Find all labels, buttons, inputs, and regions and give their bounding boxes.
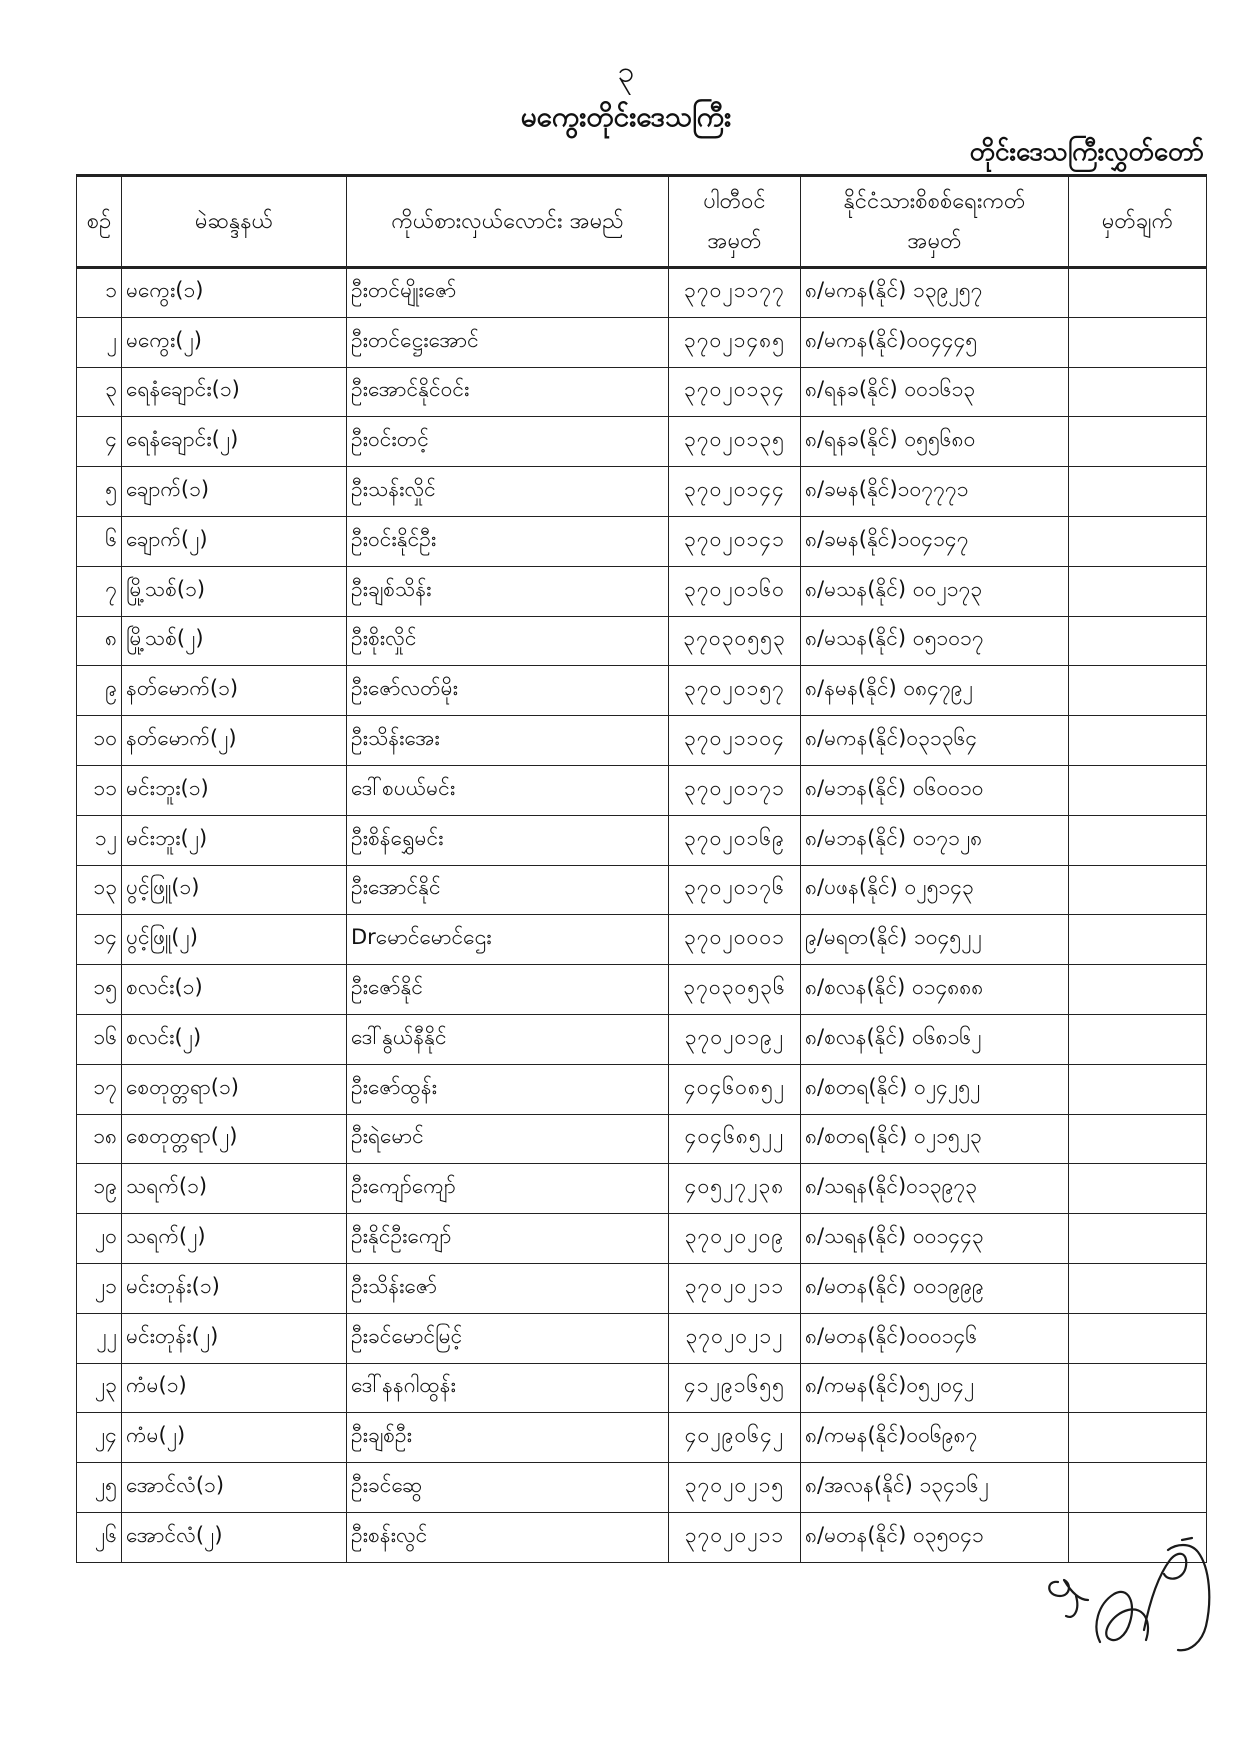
cell-remark [1069, 1014, 1207, 1064]
cell-no: ၁၇ [77, 1064, 122, 1114]
cell-candidate-name: ဦးတင်မျိုးဇော် [347, 268, 669, 318]
cell-candidate-name: ဦးစန်းလွင် [347, 1512, 669, 1562]
cell-nrc-number: ၈/စတရ(နိုင်) ၀၂၄၂၅၂ [801, 1064, 1069, 1114]
cell-nrc-number: ၈/မတန(နိုင်) ၀၀၁၉၉၉ [801, 1263, 1069, 1313]
cell-remark [1069, 566, 1207, 616]
cell-remark [1069, 965, 1207, 1015]
table-row [77, 1313, 1207, 1363]
cell-constituency: သရက်(၁) [122, 1164, 347, 1214]
table-row [77, 467, 1207, 517]
cell-party-member-number: ၄၁၂၉၁၆၅၅ [669, 1363, 801, 1413]
cell-constituency: နတ်မောက်(၂) [122, 716, 347, 766]
cell-no: ၆ [77, 516, 122, 566]
header-no: စဉ် [77, 176, 122, 268]
cell-party-member-number: ၃၇၀၃၀၅၃၆ [669, 965, 801, 1015]
cell-nrc-number: ၈/မဘန(နိုင်) ၀၁၇၁၂၈ [801, 815, 1069, 865]
cell-party-member-number: ၃၇၀၂၀၁၅၇ [669, 666, 801, 716]
cell-no: ၉ [77, 666, 122, 716]
cell-constituency: ချောက်(၂) [122, 516, 347, 566]
cell-candidate-name: ဦးသန်းလှိုင် [347, 467, 669, 517]
cell-party-member-number: ၃၇၀၂၀၁၃၅ [669, 417, 801, 467]
cell-no: ၂၆ [77, 1512, 122, 1562]
cell-constituency: စေတုတ္တရာ(၂) [122, 1114, 347, 1164]
cell-no: ၂၀ [77, 1214, 122, 1264]
table-row [77, 716, 1207, 766]
cell-candidate-name: ဦးဇော်ထွန်း [347, 1064, 669, 1114]
cell-remark [1069, 367, 1207, 417]
cell-nrc-number: ၈/မကန(နိုင်)၀၃၁၃၆၄ [801, 716, 1069, 766]
cell-nrc-number: ၈/ကမန(နိုင်)၀၀၆၉၈၇ [801, 1413, 1069, 1463]
cell-nrc-number: ၈/မသန(နိုင်) ၀၀၂၁၇၃ [801, 566, 1069, 616]
header-constituency: မဲဆန္ဒနယ် [122, 176, 347, 268]
cell-candidate-name: ဦးဝင်းနိုင်ဦး [347, 516, 669, 566]
cell-nrc-number: ၈/စလန(နိုင်) ၀၆၈၁၆၂ [801, 1014, 1069, 1064]
cell-candidate-name: ဦးနိုင်ဦးကျော် [347, 1214, 669, 1264]
cell-remark [1069, 268, 1207, 318]
cell-party-member-number: ၃၇၀၂၀၁၄၄ [669, 467, 801, 517]
cell-no: ၂ [77, 317, 122, 367]
cell-no: ၁၉ [77, 1164, 122, 1214]
cell-constituency: အောင်လံ(၂) [122, 1512, 347, 1562]
cell-no: ၁၃ [77, 865, 122, 915]
table-row [77, 965, 1207, 1015]
cell-constituency: မကွေး(၁) [122, 268, 347, 318]
cell-party-member-number: ၃၇၀၂၀၂၁၅ [669, 1463, 801, 1513]
cell-nrc-number: ၈/သရန(နိုင်) ၀၀၁၄၄၃ [801, 1214, 1069, 1264]
table-header [77, 176, 1207, 268]
cell-nrc-number: ၈/ကမန(နိုင်)၀၅၂၀၄၂ [801, 1363, 1069, 1413]
cell-no: ၃ [77, 367, 122, 417]
cell-remark [1069, 1164, 1207, 1214]
table-row [77, 1263, 1207, 1313]
cell-constituency: မင်းဘူး(၁) [122, 765, 347, 815]
cell-remark [1069, 317, 1207, 367]
cell-candidate-name: ဦးချစ်သိန်း [347, 566, 669, 616]
cell-no: ၈ [77, 616, 122, 666]
cell-nrc-number: ၈/ပဖန(နိုင်) ၀၂၅၁၄၃ [801, 865, 1069, 915]
table-row [77, 367, 1207, 417]
cell-constituency: နတ်မောက်(၁) [122, 666, 347, 716]
cell-constituency: မင်းတုန်း(၂) [122, 1313, 347, 1363]
cell-no: ၁၆ [77, 1014, 122, 1064]
cell-no: ၂၅ [77, 1463, 122, 1513]
cell-party-member-number: ၃၇၀၂၀၀၀၁ [669, 915, 801, 965]
cell-candidate-name: ဦးစိုးလှိုင် [347, 616, 669, 666]
cell-constituency: ရေနံချောင်း(၂) [122, 417, 347, 467]
cell-nrc-number: ၈/ရနခ(နိုင်) ၀၅၅၆၈၀ [801, 417, 1069, 467]
table-row [77, 317, 1207, 367]
cell-party-member-number: ၃၇၀၂၀၂၁၁ [669, 1512, 801, 1562]
table-row [77, 1512, 1207, 1562]
cell-remark [1069, 815, 1207, 865]
cell-party-member-number: ၃၇၀၂၀၂၁၁ [669, 1263, 801, 1313]
cell-nrc-number: ၈/ရနခ(နိုင်) ၀၀၁၆၁၃ [801, 367, 1069, 417]
cell-remark [1069, 1114, 1207, 1164]
cell-constituency: စလင်း(၂) [122, 1014, 347, 1064]
cell-nrc-number: ၈/မကန(နိုင်)၀၀၄၄၄၅ [801, 317, 1069, 367]
table-row [77, 268, 1207, 318]
candidate-table [76, 174, 1207, 1563]
cell-no: ၅ [77, 467, 122, 517]
cell-no: ၄ [77, 417, 122, 467]
cell-party-member-number: ၄၀၂၉၀၆၄၂ [669, 1413, 801, 1463]
table-row [77, 865, 1207, 915]
cell-candidate-name: ဦးရဲမောင် [347, 1114, 669, 1164]
header-remark: မှတ်ချက် [1069, 176, 1207, 268]
cell-party-member-number: ၃၇၀၃၀၅၅၃ [669, 616, 801, 666]
cell-no: ၂၃ [77, 1363, 122, 1413]
cell-remark [1069, 417, 1207, 467]
table-row [77, 1014, 1207, 1064]
cell-party-member-number: ၃၇၀၂၀၂၀၉ [669, 1214, 801, 1264]
cell-nrc-number: ၉/မရတ(နိုင်) ၁၀၄၅၂၂ [801, 915, 1069, 965]
cell-candidate-name: ဦးသိန်းဇော် [347, 1263, 669, 1313]
cell-constituency: မကွေး(၂) [122, 317, 347, 367]
cell-nrc-number: ၈/နမန(နိုင်) ၀၈၄၇၉၂ [801, 666, 1069, 716]
cell-remark [1069, 865, 1207, 915]
chamber-label: တိုင်းဒေသကြီးလွှတ်တော် [969, 137, 1204, 167]
cell-candidate-name: ဦးခင်မောင်မြင့် [347, 1313, 669, 1363]
table-body [77, 268, 1207, 1563]
cell-remark [1069, 716, 1207, 766]
cell-nrc-number: ၈/မတန(နိုင်) ၀၃၅၀၄၁ [801, 1512, 1069, 1562]
cell-no: ၁၈ [77, 1114, 122, 1164]
cell-constituency: ပွင့်ဖြူ(၁) [122, 865, 347, 915]
cell-constituency: မင်းဘူး(၂) [122, 815, 347, 865]
cell-constituency: မင်းတုန်း(၁) [122, 1263, 347, 1313]
cell-candidate-name: ဦးအောင်နိုင် [347, 865, 669, 915]
cell-no: ၇ [77, 566, 122, 616]
cell-candidate-name: ဦးကျော်ကျော် [347, 1164, 669, 1214]
table-row [77, 516, 1207, 566]
table-row [77, 1214, 1207, 1264]
cell-no: ၂၁ [77, 1263, 122, 1313]
cell-party-member-number: ၃၇၀၂၁၁၇၇ [669, 268, 801, 318]
page-number: ၃ [617, 55, 635, 90]
cell-candidate-name: ဦးဇော်နိုင် [347, 965, 669, 1015]
table-row [77, 1114, 1207, 1164]
cell-remark [1069, 666, 1207, 716]
cell-no: ၁၁ [77, 765, 122, 815]
cell-candidate-name: ဦးဝင်းတင့် [347, 417, 669, 467]
cell-party-member-number: ၃၇၀၂၀၁၄၁ [669, 516, 801, 566]
cell-party-member-number: ၃၇၀၂၀၁၃၄ [669, 367, 801, 417]
cell-no: ၂၄ [77, 1413, 122, 1463]
cell-candidate-name: ဦးအောင်နိုင်ဝင်း [347, 367, 669, 417]
cell-constituency: မြို့သစ်(၂) [122, 616, 347, 666]
cell-no: ၁၂ [77, 815, 122, 865]
cell-party-member-number: ၃၇၀၂၀၁၆၀ [669, 566, 801, 616]
cell-constituency: ကံမ(၁) [122, 1363, 347, 1413]
cell-party-member-number: ၃၇၀၂၁၄၈၅ [669, 317, 801, 367]
table-row [77, 417, 1207, 467]
cell-constituency: အောင်လံ(၁) [122, 1463, 347, 1513]
cell-constituency: ပွင့်ဖြူ(၂) [122, 915, 347, 965]
cell-no: ၁ [77, 268, 122, 318]
cell-party-member-number: ၄၀၄၆၈၅၂၂ [669, 1114, 801, 1164]
table-row [77, 1413, 1207, 1463]
region-title: မကွေးတိုင်းဒေသကြီး [520, 100, 732, 133]
cell-constituency: မြို့သစ်(၁) [122, 566, 347, 616]
header-passport [669, 176, 801, 268]
signature [1040, 1530, 1230, 1660]
cell-candidate-name: ဒေါ်စပယ်မင်း [347, 765, 669, 815]
cell-no: ၁၄ [77, 915, 122, 965]
table-row [77, 1064, 1207, 1114]
cell-candidate-name: ဦးခင်ဆွေ [347, 1463, 669, 1513]
cell-party-member-number: ၃၇၀၂၀၁၇၁ [669, 765, 801, 815]
cell-party-member-number: ၃၇၀၂၀၁၆၉ [669, 815, 801, 865]
header-nrc-line2: အမှတ် [907, 228, 962, 254]
header-nrc [801, 176, 1069, 268]
cell-candidate-name: ဦးချစ်ဦး [347, 1413, 669, 1463]
cell-nrc-number: ၈/မတန(နိုင်)၀၀၀၁၄၆ [801, 1313, 1069, 1363]
cell-remark [1069, 1363, 1207, 1413]
table-row [77, 1164, 1207, 1214]
cell-nrc-number: ၈/မကန(နိုင်) ၁၃၉၂၅၇ [801, 268, 1069, 318]
table-row [77, 1463, 1207, 1513]
cell-candidate-name: ဦးစိန်ရွှေမင်း [347, 815, 669, 865]
cell-no: ၁၅ [77, 965, 122, 1015]
cell-nrc-number: ၈/မဘန(နိုင်) ၀၆၀၀၁၀ [801, 765, 1069, 815]
cell-party-member-number: ၄၀၄၆၀၈၅၂ [669, 1064, 801, 1114]
table-row [77, 616, 1207, 666]
table-row [77, 666, 1207, 716]
header-name: ကိုယ်စားလှယ်လောင်း အမည် [347, 176, 669, 268]
cell-candidate-name: ဒေါ်နွယ်နီနိုင် [347, 1014, 669, 1064]
cell-nrc-number: ၈/စတရ(နိုင်) ၀၂၁၅၂၃ [801, 1114, 1069, 1164]
cell-nrc-number: ၈/ခမန(နိုင်)၁၀၄၁၄၇ [801, 516, 1069, 566]
table-row [77, 915, 1207, 965]
header-nrc-line1: နိုင်ငံသားစိစစ်ရေးကတ် [843, 188, 1026, 214]
cell-candidate-name: ဦးသိန်းအေး [347, 716, 669, 766]
cell-no: ၂၂ [77, 1313, 122, 1363]
cell-remark [1069, 1064, 1207, 1114]
cell-remark [1069, 915, 1207, 965]
cell-no: ၁၀ [77, 716, 122, 766]
cell-nrc-number: ၈/သရန(နိုင်)၀၁၃၉၇၃ [801, 1164, 1069, 1214]
header-passport-line2: အမှတ် [707, 228, 762, 254]
cell-nrc-number: ၈/စလန(နိုင်) ၀၁၄၈၈၈ [801, 965, 1069, 1015]
cell-constituency: ချောက်(၁) [122, 467, 347, 517]
cell-constituency: ကံမ(၂) [122, 1413, 347, 1463]
cell-nrc-number: ၈/ခမန(နိုင်)၁၀၇၇၇၁ [801, 467, 1069, 517]
cell-remark [1069, 616, 1207, 666]
cell-candidate-name: ဒေါ်နနဂါထွန်း [347, 1363, 669, 1413]
cell-party-member-number: ၃၇၀၂၀၂၁၂ [669, 1313, 801, 1363]
cell-remark [1069, 1413, 1207, 1463]
cell-constituency: စလင်း(၁) [122, 965, 347, 1015]
cell-remark [1069, 1313, 1207, 1363]
cell-nrc-number: ၈/မသန(နိုင်) ၀၅၁၀၁၇ [801, 616, 1069, 666]
cell-party-member-number: ၃၇၀၂၁၁၀၄ [669, 716, 801, 766]
cell-nrc-number: ၈/အလန(နိုင်) ၁၃၄၁၆၂ [801, 1463, 1069, 1513]
table-row [77, 815, 1207, 865]
cell-remark [1069, 1463, 1207, 1513]
cell-remark [1069, 1214, 1207, 1264]
cell-remark [1069, 467, 1207, 517]
cell-constituency: စေတုတ္တရာ(၁) [122, 1064, 347, 1114]
cell-remark [1069, 516, 1207, 566]
cell-party-member-number: ၃၇၀၂၀၁၇၆ [669, 865, 801, 915]
cell-remark [1069, 1263, 1207, 1313]
cell-candidate-name: ဦးဇော်လတ်မိုး [347, 666, 669, 716]
cell-constituency: ရေနံချောင်း(၁) [122, 367, 347, 417]
cell-party-member-number: ၄၀၅၂၇၂၃၈ [669, 1164, 801, 1214]
cell-candidate-name: Drမောင်မောင်ဌေး [347, 915, 669, 965]
cell-party-member-number: ၃၇၀၂၀၁၉၂ [669, 1014, 801, 1064]
cell-candidate-name: ဦးတင်ဋ္ဌေးအောင် [347, 317, 669, 367]
cell-remark [1069, 765, 1207, 815]
table-row [77, 566, 1207, 616]
header-passport-line1: ပါတီဝင် [703, 188, 766, 214]
cell-constituency: သရက်(၂) [122, 1214, 347, 1264]
table-row [77, 1363, 1207, 1413]
table-row [77, 765, 1207, 815]
